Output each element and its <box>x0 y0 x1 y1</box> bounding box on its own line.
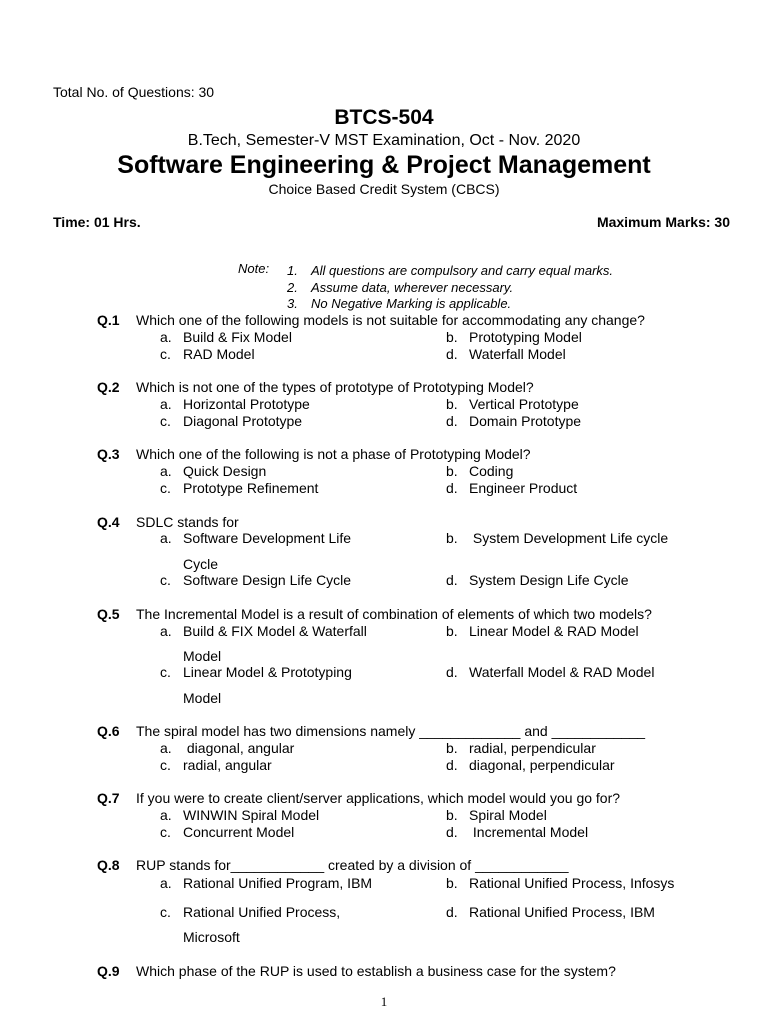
option-text: radial, angular <box>183 757 272 773</box>
option-letter: c. <box>160 904 171 920</box>
exam-time: Time: 01 Hrs. <box>53 214 141 230</box>
subject-title: Software Engineering & Project Management <box>117 151 651 179</box>
exam-title: B.Tech, Semester-V MST Examination, Oct - Nov. 2020 <box>187 132 581 149</box>
option-text: Rational Unified Process, Infosys <box>469 875 675 891</box>
option-text: Waterfall Model & RAD Model <box>469 664 655 680</box>
option-letter: c. <box>160 757 171 773</box>
question-text: RUP stands for____________ created by a division of ____________ <box>136 857 569 873</box>
option-letter: c. <box>160 572 171 588</box>
option-letter: a. <box>160 875 172 891</box>
option-text: Diagonal Prototype <box>183 413 303 429</box>
page-number: 1 <box>380 994 388 1009</box>
question-number: Q.7 <box>97 790 120 806</box>
option-letter: a. <box>160 396 172 412</box>
option-text: Coding <box>469 463 514 479</box>
option-text: Concurrent Model <box>183 824 295 840</box>
option-letter: c. <box>160 346 171 362</box>
option-text: Waterfall Model <box>469 346 566 362</box>
total-questions: Total No. of Questions: 30 <box>53 84 215 100</box>
option-letter: b. <box>446 807 458 823</box>
question-text: SDLC stands for <box>136 514 239 530</box>
note-text: No Negative Marking is applicable. <box>311 296 512 311</box>
option-letter: d. <box>446 664 458 680</box>
question-number: Q.6 <box>97 723 120 739</box>
option-text: Rational Unified Process, <box>183 904 341 920</box>
option-letter: c. <box>160 480 171 496</box>
option-letter: d. <box>446 572 458 588</box>
question-text: Which one of the following models is not suitable for accommodating any change? <box>136 312 645 328</box>
option-letter: d. <box>446 757 458 773</box>
option-text: Domain Prototype <box>469 413 582 429</box>
maximum-marks: Maximum Marks: 30 <box>596 214 730 230</box>
option-text: Linear Model & RAD Model <box>469 623 639 639</box>
option-text: Spiral Model <box>469 807 547 823</box>
option-text: diagonal, perpendicular <box>469 757 615 773</box>
note-text: Assume data, wherever necessary. <box>311 280 514 295</box>
option-text: Vertical Prototype <box>469 396 579 412</box>
question-number: Q.5 <box>97 606 120 622</box>
option-letter: a. <box>160 623 172 639</box>
option-text-continued: Cycle <box>183 556 219 572</box>
option-letter: b. <box>446 740 458 756</box>
option-letter: c. <box>160 824 171 840</box>
option-text: Software Development Life <box>183 530 352 546</box>
note-number: 1. <box>287 263 298 278</box>
option-text: Build & Fix Model <box>183 329 292 345</box>
option-text: Engineer Product <box>469 480 578 496</box>
option-text-continued: Microsoft <box>183 929 240 945</box>
option-letter: a. <box>160 463 172 479</box>
option-letter: b. <box>446 396 458 412</box>
option-text: diagonal, angular <box>183 740 295 756</box>
option-letter: b. <box>446 875 458 891</box>
question-number: Q.9 <box>97 963 120 979</box>
option-letter: c. <box>160 664 171 680</box>
option-letter: b. <box>446 463 458 479</box>
option-text: radial, perpendicular <box>469 740 596 756</box>
option-letter: a. <box>160 740 172 756</box>
option-letter: d. <box>446 346 458 362</box>
option-letter: a. <box>160 329 172 345</box>
question-text: Which one of the following is not a phase of Prototyping Model? <box>136 446 531 462</box>
question-number: Q.1 <box>97 312 120 328</box>
option-text-continued: Model <box>183 690 222 706</box>
option-text: Software Design Life Cycle <box>183 572 352 588</box>
credit-system: Choice Based Credit System (CBCS) <box>268 181 500 197</box>
option-text: Linear Model & Prototyping <box>183 664 352 680</box>
question-number: Q.4 <box>97 514 120 530</box>
option-text: Quick Design <box>183 463 267 479</box>
option-text: Prototype Refinement <box>183 480 319 496</box>
option-letter: a. <box>160 530 172 546</box>
option-letter: d. <box>446 480 458 496</box>
option-text: Rational Unified Program, IBM <box>183 875 373 891</box>
note-number: 2. <box>287 280 298 295</box>
option-text: Prototyping Model <box>469 329 582 345</box>
option-text: RAD Model <box>183 346 255 362</box>
question-number: Q.3 <box>97 446 120 462</box>
question-text: Which is not one of the types of prototype of Prototyping Model? <box>136 379 534 395</box>
option-letter: a. <box>160 807 172 823</box>
option-text: WINWIN Spiral Model <box>183 807 320 823</box>
question-text: The spiral model has two dimensions namely _____________ and ____________ <box>136 723 646 739</box>
note-number: 3. <box>287 296 298 311</box>
option-letter: b. <box>446 530 458 546</box>
question-number: Q.2 <box>97 379 120 395</box>
option-text: System Development Life cycle <box>469 530 669 546</box>
note-label: Note: <box>238 261 270 276</box>
option-text: Horizontal Prototype <box>183 396 310 412</box>
note-text: All questions are compulsory and carry equal marks. <box>311 263 614 278</box>
option-text: Incremental Model <box>469 824 589 840</box>
question-number: Q.8 <box>97 857 120 873</box>
option-text: Rational Unified Process, IBM <box>469 904 655 920</box>
question-text: If you were to create client/server applications, which model would you go for? <box>136 790 621 806</box>
question-text: The Incremental Model is a result of combination of elements of which two models? <box>136 606 652 622</box>
option-letter: b. <box>446 329 458 345</box>
option-letter: d. <box>446 413 458 429</box>
option-letter: c. <box>160 413 171 429</box>
option-text: System Design Life Cycle <box>469 572 629 588</box>
course-code: BTCS-504 <box>334 106 434 129</box>
option-letter: d. <box>446 904 458 920</box>
option-letter: b. <box>446 623 458 639</box>
option-text: Build & FIX Model & Waterfall <box>183 623 367 639</box>
option-letter: d. <box>446 824 458 840</box>
question-text: Which phase of the RUP is used to establish a business case for the system? <box>136 963 616 979</box>
option-text-continued: Model <box>183 648 222 664</box>
